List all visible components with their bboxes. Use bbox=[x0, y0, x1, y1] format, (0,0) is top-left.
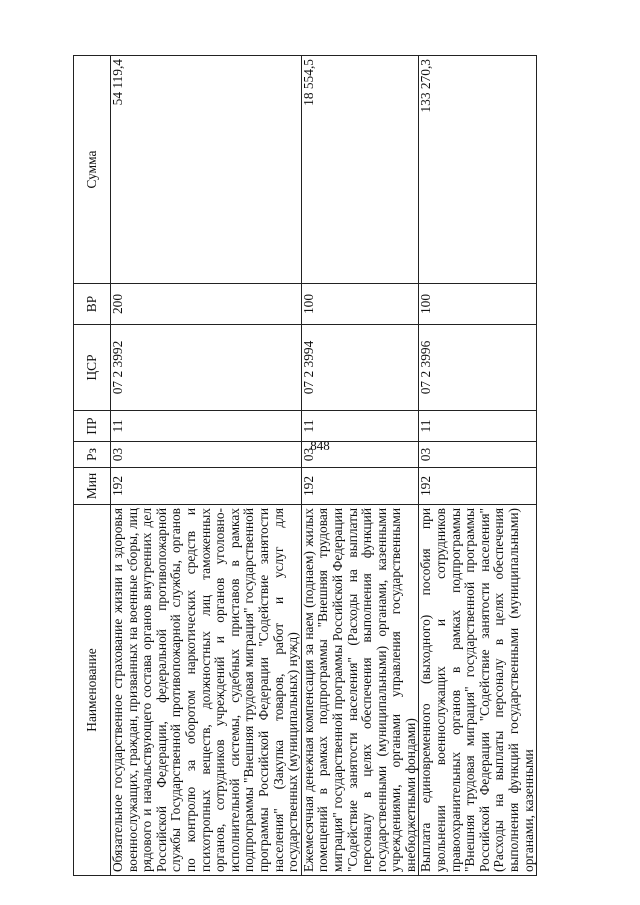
row-name: Выплата единовременного (выходного) пособия при увольнении военнослужащих и сотрудников правоохранительных органов в рамках подпрограммы "Внешняя трудовая миграция" государственной программы Российской Федерации "Содействие занятости населения" (Расходы на выплаты персоналу в целях обеспечения выполнения функций государственными (муниципальными) органами, казенными bbox=[419, 505, 537, 876]
row-min: 192 bbox=[419, 468, 537, 505]
table-row bbox=[111, 56, 302, 876]
rotated-table-container bbox=[73, 56, 605, 876]
budget-table bbox=[73, 55, 537, 876]
row-csr: 07 2 3992 bbox=[111, 325, 302, 411]
page-number: 848 bbox=[310, 438, 330, 453]
table-row bbox=[301, 56, 419, 876]
row-vr: 100 bbox=[419, 284, 537, 325]
row-sum: 133 270,3 bbox=[419, 56, 537, 284]
table-row bbox=[419, 56, 537, 876]
header-pr: ПР bbox=[74, 411, 111, 442]
row-sum: 54 119,4 bbox=[111, 56, 302, 284]
row-vr: 100 bbox=[301, 284, 419, 325]
row-vr: 200 bbox=[111, 284, 302, 325]
header-sum: Сумма bbox=[74, 56, 111, 284]
row-rz: 03 bbox=[419, 442, 537, 468]
row-sum: 18 554,5 bbox=[301, 56, 419, 284]
row-rz: 03 bbox=[301, 442, 419, 468]
row-min: 192 bbox=[111, 468, 302, 505]
row-pr: 11 bbox=[111, 411, 302, 442]
row-name: Ежемесячная денежная компенсация за наем (поднаем) жилых помещений в рамках подпрограммы "Внешняя трудовая миграция" государственной программы Российской Федерации "Содействие занятости населения" (Расходы на выплаты персоналу в целях обеспечения выполнения функций государственными (муниципальными) органами, казенными учреждениями, органами управления государственными внебюджетными фондами) bbox=[301, 505, 419, 876]
row-rz: 03 bbox=[111, 442, 302, 468]
header-rz: Рз bbox=[74, 442, 111, 468]
header-name: Наименование bbox=[74, 505, 111, 876]
header-csr: ЦСР bbox=[74, 325, 111, 411]
table-header-row bbox=[74, 56, 111, 876]
row-csr: 07 2 3994 bbox=[301, 325, 419, 411]
row-pr: 11 bbox=[301, 411, 419, 442]
row-csr: 07 2 3996 bbox=[419, 325, 537, 411]
header-vr: ВР bbox=[74, 284, 111, 325]
row-pr: 11 bbox=[419, 411, 537, 442]
row-min: 192 bbox=[301, 468, 419, 505]
header-min: Мин bbox=[74, 468, 111, 505]
row-name: Обязательное государственное страхование жизни и здоровья военнослужащих, граждан, призванных на военные сборы, лиц рядового и начальствующего состава органов внутренних дел Российской Федерации, федеральной противопожарной службы Государственной противопожарной службы, органов по контролю за оборотом наркотических средств и психотропных веществ, должностных лиц таможенных органов, сотрудников учреждений и органов уголовно-исполнительной системы, судебных приставов в рамках подпрограммы "Внешняя трудовая миграция" государственной программы Российской Федерации "Содействие занятости населения" (Закупка товаров, работ и услуг для государственных (муниципальных) нужд) bbox=[111, 505, 302, 876]
